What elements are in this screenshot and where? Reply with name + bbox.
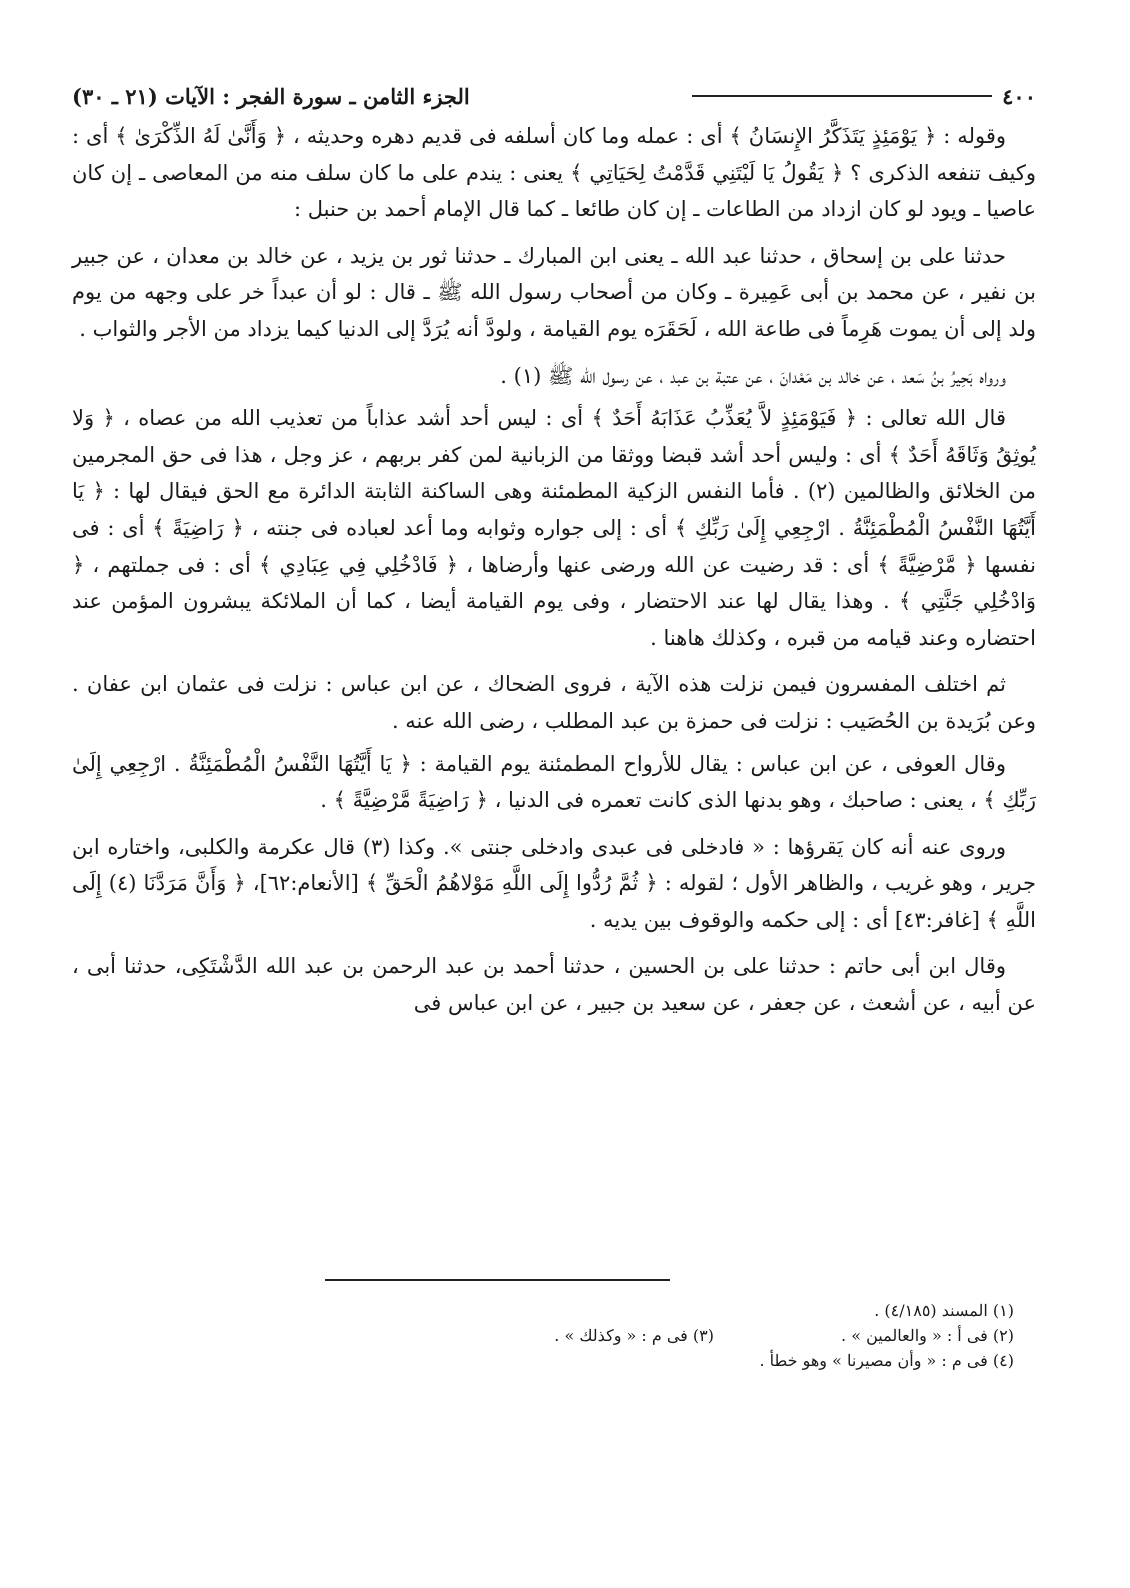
paragraph: ورواه بَحِيرُ بنُ سَعد ، عن خالد بن مَعْدانَ ، عن عتبة بن عبد ، عن رسول الله ﷺ (١) .: [500, 363, 1006, 388]
paragraph: وقوله : ﴿ يَوْمَئِذٍ يَتَذَكَّرُ الإِنسَانُ ﴾ أى : عمله وما كان أسلفه فى قديم دهره وحديثه ، ﴿ وَأَنَّىٰ لَهُ الذِّكْرَىٰ ﴾ أى : وكيف تنفعه الذكرى ؟ ﴿ يَقُولُ يَا لَيْتَنِي قَدَّمْتُ لِحَيَاتِي ﴾ يعنى : يندم على ما كان سلف منه من المعاصى ـ إن كان عاصيا ـ ويود لو كان ازداد من الطاعات ـ إن كان طائعا ـ كما قال الإمام أحمد بن حنبل :: [72, 124, 1036, 222]
page: [72, 78, 1036, 1032]
paragraph: وقال العوفى ، عن ابن عباس : يقال للأرواح المطمئنة يوم القيامة : ﴿ يَا أَيَّتُهَا النَّفْسُ الْمُطْمَئِنَّةُ . ارْجِعِي إِلَىٰ رَبِّكِ ﴾ ، يعنى : صاحبك ، وهو بدنها الذى كانت تعمره فى الدنيا ، ﴿ رَاضِيَةً مَّرْضِيَّةً ﴾ .: [72, 751, 1036, 813]
footnote-1: (١) المسند (٤/١٨٥) .: [874, 1301, 1014, 1320]
running-title: الجزء الثامن ـ سورة الفجر : الآيات (٢١ ـ ٣٠): [72, 83, 470, 109]
running-header: [72, 78, 1036, 114]
paragraph: حدثنا على بن إسحاق ، حدثنا عبد الله ـ يعنى ابن المبارك ـ حدثنا ثور بن يزيد ، عن خالد بن معدان ، عن جبير بن نفير ، عن محمد بن أبى عَمِيرة ـ وكان من أصحاب رسول الله ﷺ ـ قال : لو أن عبداً خر على وجهه من يوم ولد إلى أن يموت هَرِماً فى طاعة الله ، لَحَقَرَه يوم القيامة ، ولودَّ أنه يُرَدَّ إلى الدنيا كيما يزداد من الأجر والثواب .: [72, 243, 1036, 341]
paragraph: وروى عنه أنه كان يَقرؤها : « فادخلى فى عبدى وادخلى جنتى ». وكذا (٣) قال عكرمة والكلبى، واختاره ابن جرير ، وهو غريب ، والظاهر الأول ؛ لقوله : ﴿ ثُمَّ رُدُّوا إِلَى اللَّهِ مَوْلاهُمُ الْحَقِّ ﴾ [الأنعام:٦٢]، ﴿ وَأَنَّ مَرَدَّنَا (٤) إِلَى اللَّهِ ﴾ [غافر:٤٣] أى : إلى حكمه والوقوف بين يديه .: [72, 834, 1036, 932]
footnotes: [274, 1298, 1014, 1373]
header-rule: [692, 95, 992, 97]
footnote-4: (٤) فى م : « وأن مصيرنا » وهو خطأ .: [759, 1351, 1014, 1370]
footnote-rule: [325, 1279, 670, 1281]
paragraph: قال الله تعالى : ﴿ فَيَوْمَئِذٍ لاَّ يُعَذِّبُ عَذَابَهُ أَحَدٌ ﴾ أى : ليس أحد أشد عذاباً من تعذيب الله من عصاه ، ﴿ وَلا يُوثِقُ وَثَاقَهُ أَحَدٌ ﴾ أى : وليس أحد أشد قبضا ووثقا من الزبانية لمن كفر بربهم ، عز وجل ، هذا فى حق المجرمين من الخلائق والظالمين (٢) . فأما النفس الزكية المطمئنة وهى الساكنة الثابتة الدائرة مع الحق فيقال لها : ﴿ يَا أَيَّتُهَا النَّفْسُ الْمُطْمَئِنَّةُ . ارْجِعِي إِلَىٰ رَبِّكِ ﴾ أى : إلى جواره وثوابه وما أعد لعباده فى جنته ، ﴿ رَاضِيَةً ﴾ أى : فى نفسها ﴿ مَّرْضِيَّةً ﴾ أى : قد رضيت عن الله ورضى عنها وأرضاها ، ﴿ فَادْخُلِي فِي عِبَادِي ﴾ أى : فى جملتهم ، ﴿ وَادْخُلِي جَنَّتِي ﴾ . وهذا يقال لها عند الاحتضار ، وفى يوم القيامة أيضا ، كما أن الملائكة يبشرون المؤمن عند احتضاره وعند قيامه من قبره ، وكذلك هاهنا .: [72, 406, 1036, 650]
body-text: [72, 118, 1036, 1022]
footnote-3: (٣) فى م : « وكذلك » .: [554, 1326, 714, 1345]
footnote-2: (٢) فى أ : « والعالمين » .: [841, 1326, 1014, 1345]
paragraph: ثم اختلف المفسرون فيمن نزلت هذه الآية ، فروى الضحاك ، عن ابن عباس : نزلت فى عثمان ابن عفان . وعن بُرَيدة بن الحُصَيب : نزلت فى حمزة بن عبد المطلب ، رضى الله عنه .: [72, 672, 1036, 733]
paragraph: وقال ابن أبى حاتم : حدثنا على بن الحسين ، حدثنا أحمد بن عبد الرحمن بن عبد الله الدَّشْتَكِى، حدثنا أبى ، عن أبيه ، عن أشعث ، عن جعفر ، عن سعيد بن جبير ، عن ابن عباس فى: [72, 954, 1036, 1016]
page-number: ٤٠٠: [1002, 83, 1036, 109]
